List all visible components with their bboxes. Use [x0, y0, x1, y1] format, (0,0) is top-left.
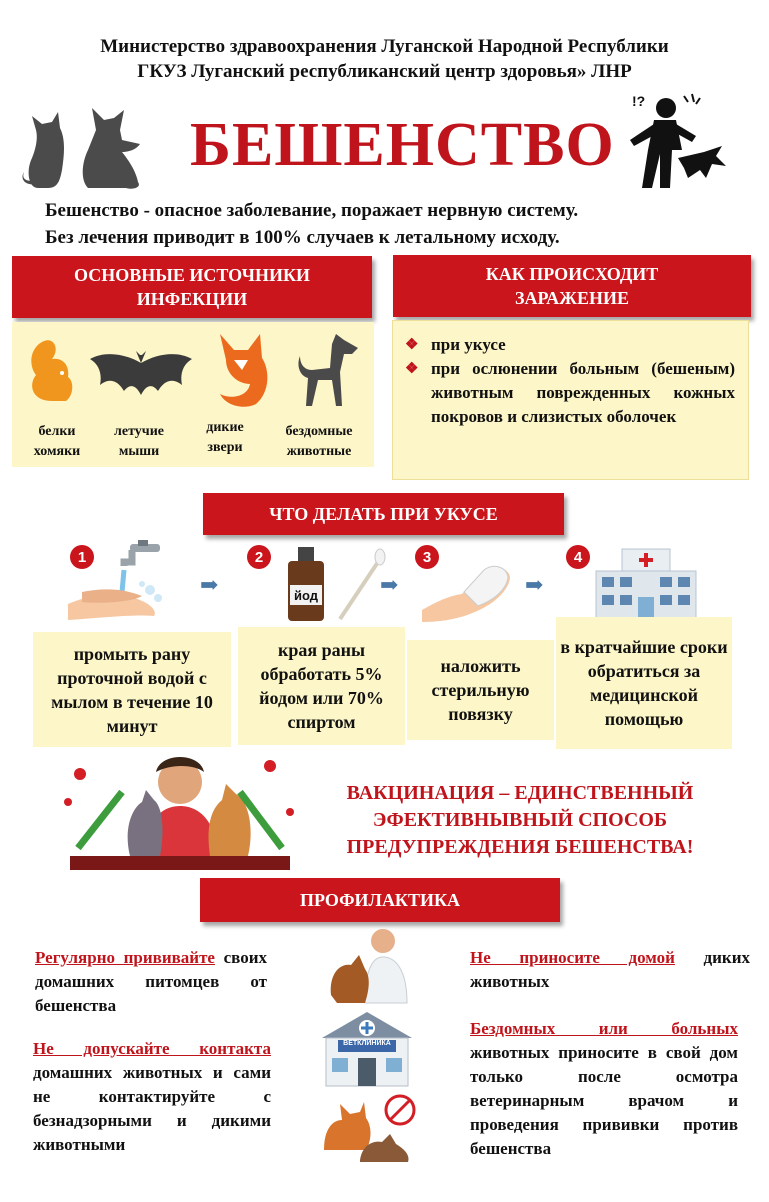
pet-owner-illustration	[60, 752, 300, 874]
vet-clinic-icon	[318, 1008, 416, 1088]
intro-text	[45, 197, 745, 251]
tip-lead: Регулярно прививайте	[35, 948, 215, 967]
intro-line-2: Без лечения приводит в 100% случаев к летальному исходу.	[45, 227, 560, 248]
center-name: ГКУЗ Луганский республиканский центр здоровья» ЛНР	[137, 61, 632, 82]
step-3-text: наложить стерильную повязку	[407, 640, 554, 740]
step-2-text: края раны обработать 5% йодом или 70% спиртом	[238, 627, 405, 745]
squirrel-icon	[22, 335, 80, 405]
iodine-icon	[280, 545, 390, 625]
source-label-line: летучие	[114, 424, 164, 439]
source-item-stray	[274, 422, 364, 462]
hospital-icon	[592, 545, 702, 621]
tip-body: диких животных	[470, 948, 750, 991]
source-label-line: животные	[286, 444, 352, 459]
sources-heading	[12, 256, 372, 318]
iodine-label: йод	[293, 588, 318, 603]
infection-list	[405, 333, 735, 429]
step-1-text: промыть рану проточной водой с мылом в течение 10 минут	[33, 632, 231, 747]
prevention-tip-no-wild	[470, 946, 750, 994]
source-item-bats	[102, 422, 176, 462]
vaccination-line-1: ВАКЦИНАЦИЯ – ЕДИНСТВЕННЫЙ	[346, 782, 694, 804]
source-label-line: хомяки	[33, 444, 81, 459]
tip-lead: Не приносите домой	[470, 948, 675, 967]
bandaged-hand-icon	[418, 548, 518, 626]
vaccination-slogan	[300, 780, 740, 861]
infection-heading-line-1: КАК ПРОИСХОДИТ	[485, 264, 659, 284]
source-item-squirrels	[22, 422, 92, 462]
vaccination-line-2: ЭФЕКТИВНЫВНЫЙ СПОСОБ	[372, 809, 668, 831]
list-item	[405, 333, 735, 357]
tip-lead: Бездомных или больных	[470, 1019, 738, 1038]
infection-heading-line-2: ЗАРАЖЕНИЕ	[514, 288, 629, 308]
list-item	[405, 357, 735, 429]
prevention-tip-vaccinate	[35, 946, 267, 1018]
list-item-text: при укусе	[431, 335, 506, 354]
dog-bite-icon	[612, 92, 732, 192]
source-item-wild	[190, 418, 260, 458]
arrow-right-icon: ➡	[200, 572, 219, 597]
no-wild-animals-icon	[320, 1090, 420, 1164]
source-label-line: бездомные	[285, 424, 353, 439]
list-item-text: при ослюнении больным (бешеным) животным поврежденных кожных покровов и слизистых оболочек	[431, 359, 735, 426]
source-label-line: дикие	[206, 420, 244, 435]
step-number: 2	[247, 545, 271, 569]
svg-text:!?: !?	[632, 93, 646, 109]
step-number: 3	[415, 545, 439, 569]
prevention-tip-stray	[470, 1017, 738, 1161]
page-title: БЕШЕНСТВО	[190, 111, 615, 179]
tip-body: животных приносите в свой дом только после осмотра ветеринарным врачом и проведения прививки против бешенства	[470, 1043, 738, 1158]
sources-heading-line-2: ИНФЕКЦИИ	[136, 289, 248, 309]
clinic-sign: ВЕТКЛИНИКА	[343, 1040, 391, 1047]
bite-heading: ЧТО ДЕЛАТЬ ПРИ УКУСЕ	[203, 493, 564, 535]
step-number: 4	[566, 545, 590, 569]
tip-lead: Не допускайте контакта	[33, 1039, 271, 1058]
prevention-heading: ПРОФИЛАКТИКА	[200, 878, 560, 922]
arrow-right-icon: ➡	[525, 572, 544, 597]
tip-body: домашних животных и сами не контактируйте с безнадзорными и дикими животными	[33, 1063, 271, 1154]
bullet-icon: ❖	[405, 361, 419, 377]
step-number: 1	[70, 545, 94, 569]
intro-line-1: Бешенство - опасное заболевание, поражает нервную систему.	[45, 200, 579, 221]
sources-heading-line-1: ОСНОВНЫЕ ИСТОЧНИКИ	[74, 265, 310, 285]
step-4-text: в кратчайшие сроки обратиться за медицинской помощью	[556, 617, 732, 749]
dog-icon	[292, 330, 364, 410]
cat-dog-icon	[18, 100, 158, 190]
arrow-right-icon: ➡	[380, 572, 399, 597]
vet-doctor-icon	[325, 925, 415, 1005]
bat-icon	[88, 345, 194, 401]
prevention-tip-no-contact	[33, 1037, 271, 1157]
source-label-line: звери	[207, 440, 243, 455]
source-label-line: мыши	[118, 444, 160, 459]
hand-washing-icon	[62, 540, 182, 624]
infection-heading	[393, 255, 751, 317]
vaccination-line-3: ПРЕДУПРЕЖДЕНИЯ БЕШЕНСТВА!	[346, 836, 694, 858]
fox-icon	[212, 330, 276, 410]
bullet-icon: ❖	[405, 337, 419, 353]
source-label-line: белки	[38, 424, 76, 439]
tip-body: своих домашних питомцев от бешенства	[35, 948, 267, 1015]
ministry-name: Министерство здравоохранения Луганской Народной Республики	[100, 36, 669, 57]
